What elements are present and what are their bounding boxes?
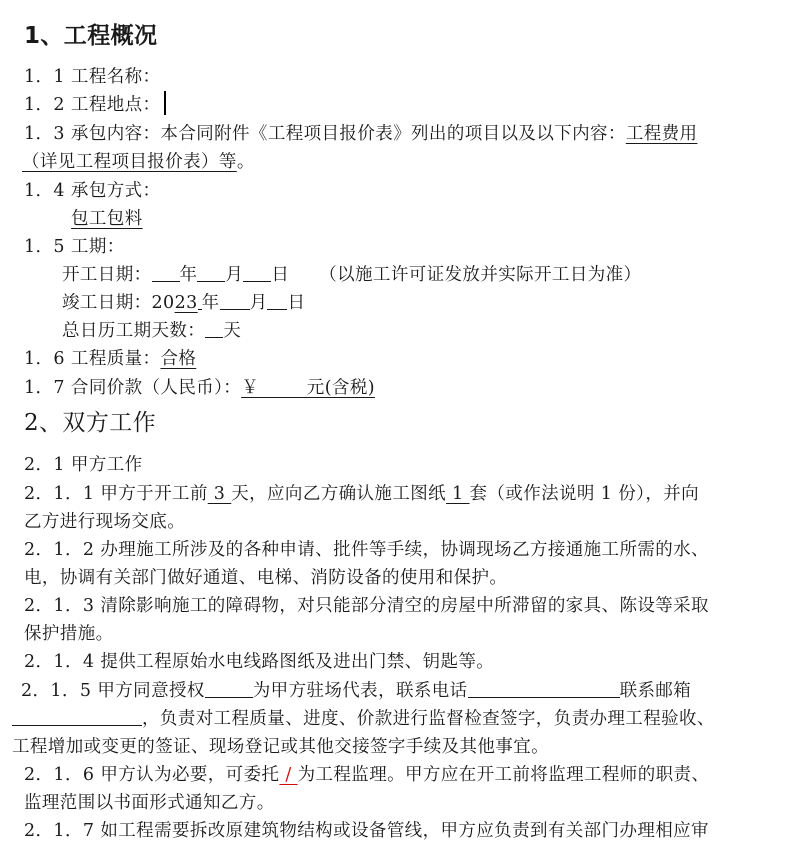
contract-scope-value[interactable]: 工程费用 (625, 124, 698, 144)
total-days-label: 总日历工期天数： (62, 321, 206, 341)
day-unit: 日 (287, 293, 306, 313)
end-year-prefix: 20 (151, 293, 175, 313)
project-location-line (24, 91, 166, 119)
contract-scope-value-cont[interactable]: （详见工程项目报价表）等 (22, 152, 237, 172)
project-location-label: 1．2 工程地点： (24, 95, 161, 115)
contract-price-label: 1．7 合同价款（人民币）： (24, 378, 242, 398)
clause-text: 为工程监理。甲方应在开工前将监理工程师的职责、 (297, 765, 710, 785)
quality-line (24, 345, 196, 373)
duration-label: 1．5 工期： (24, 237, 125, 257)
email-field[interactable] (12, 707, 142, 726)
clause-2-1-5-cont-2: 工程增加或变更的签证、现场登记或其他交接签字手续及其他事宜。 (12, 737, 549, 757)
contract-scope-line (24, 120, 697, 148)
clause-2-1-6 (24, 761, 709, 789)
start-day-field[interactable] (243, 263, 271, 282)
clause-text: 2．1．5 甲方同意授权 (21, 681, 205, 701)
start-date-line (62, 261, 641, 289)
clause-2-1-3: 2．1．3 清除影响施工的障碍物，对只能部分清空的房屋中所滞留的家具、陈设等采取 (24, 596, 709, 616)
start-year-field[interactable] (152, 263, 180, 282)
contract-scope-label: 1．3 承包内容：本合同附件《工程项目报价表》列出的项目以及以下内容： (24, 124, 626, 144)
clause-text: 联系邮箱 (619, 681, 692, 701)
representative-field[interactable] (205, 679, 253, 698)
drawing-sets-field[interactable]: 1 (446, 484, 470, 504)
clause-2-1-1-cont: 乙方进行现场交底。 (24, 512, 186, 532)
clause-2-1-5 (21, 677, 691, 705)
start-month-field[interactable] (197, 263, 225, 282)
total-days-field[interactable] (205, 319, 223, 338)
quality-label: 1．6 工程质量： (24, 349, 161, 369)
supervisor-field[interactable]: / (279, 765, 298, 785)
clause-text: 2．1．1 甲方于开工前 (24, 484, 208, 504)
project-name-label: 1．1 工程名称： (24, 67, 161, 87)
contract-mode-value[interactable] (71, 205, 143, 233)
clause-2-1-1 (24, 480, 699, 508)
month-unit: 月 (249, 293, 268, 313)
end-year-field[interactable]: 23 (174, 293, 198, 313)
days-before-field[interactable]: 3 (207, 484, 232, 504)
clause-text: ，负责对工程质量、进度、价款进行监督检查签字，负责办理工程验收、 (142, 709, 715, 729)
start-date-label: 开工日期： (62, 265, 152, 285)
days-unit: 天 (223, 321, 242, 341)
total-days-line (62, 317, 241, 345)
clause-text: 天，应向乙方确认施工图纸 (231, 484, 447, 504)
period: 。 (236, 152, 255, 172)
month-unit: 月 (225, 265, 244, 285)
year-unit: 年 (179, 265, 198, 285)
section-1-heading: 1、工程概况 (24, 23, 158, 49)
clause-2-1-4: 2．1．4 提供工程原始水电线路图纸及进出门禁、钥匙等。 (24, 652, 495, 672)
clause-text: 2．1．6 甲方认为必要，可委托 (24, 765, 280, 785)
clause-2-1-3-cont: 保护措施。 (24, 624, 114, 644)
day-unit: 日 (271, 265, 290, 285)
project-name-line (24, 63, 160, 91)
contract-price-line (24, 374, 375, 402)
section-2-heading: 2、双方工作 (24, 410, 157, 436)
quality-value[interactable]: 合格 (160, 349, 197, 369)
clause-text: 为甲方驻场代表，联系电话 (252, 681, 468, 701)
party-a-work-heading: 2．1 甲方工作 (24, 455, 143, 475)
contract-scope-line-2 (22, 148, 255, 176)
contract-mode-label: 1．4 承包方式： (24, 181, 161, 201)
year-unit: 年 (201, 293, 220, 313)
clause-2-1-7: 2．1．7 如工程需要拆改原建筑物结构或设备管线，甲方应负责到有关部门办理相应审 (24, 821, 709, 841)
clause-2-1-2-cont: 电，协调有关部门做好通道、电梯、消防设备的使用和保护。 (24, 568, 508, 588)
text-cursor[interactable] (164, 91, 166, 115)
end-month-field[interactable] (220, 291, 250, 310)
clause-text: 套（或作法说明 1 份），并向 (469, 484, 700, 504)
end-date-label: 竣工日期： (62, 293, 152, 313)
end-date-line (62, 289, 305, 317)
end-day-field[interactable] (267, 291, 287, 310)
start-date-note: （以施工许可证发放并实际开工日为准） (319, 265, 642, 285)
contract-mode-field[interactable]: 包工包料 (71, 209, 143, 229)
clause-2-1-6-cont: 监理范围以书面形式通知乙方。 (24, 793, 275, 813)
clause-2-1-2: 2．1．2 办理施工所涉及的各种申请、批件等手续，协调现场乙方接通施工所需的水、 (24, 540, 709, 560)
contract-price-value[interactable]: ￥ 元(含税) (241, 378, 375, 398)
phone-field[interactable] (468, 679, 620, 698)
clause-2-1-5-cont (12, 705, 715, 733)
